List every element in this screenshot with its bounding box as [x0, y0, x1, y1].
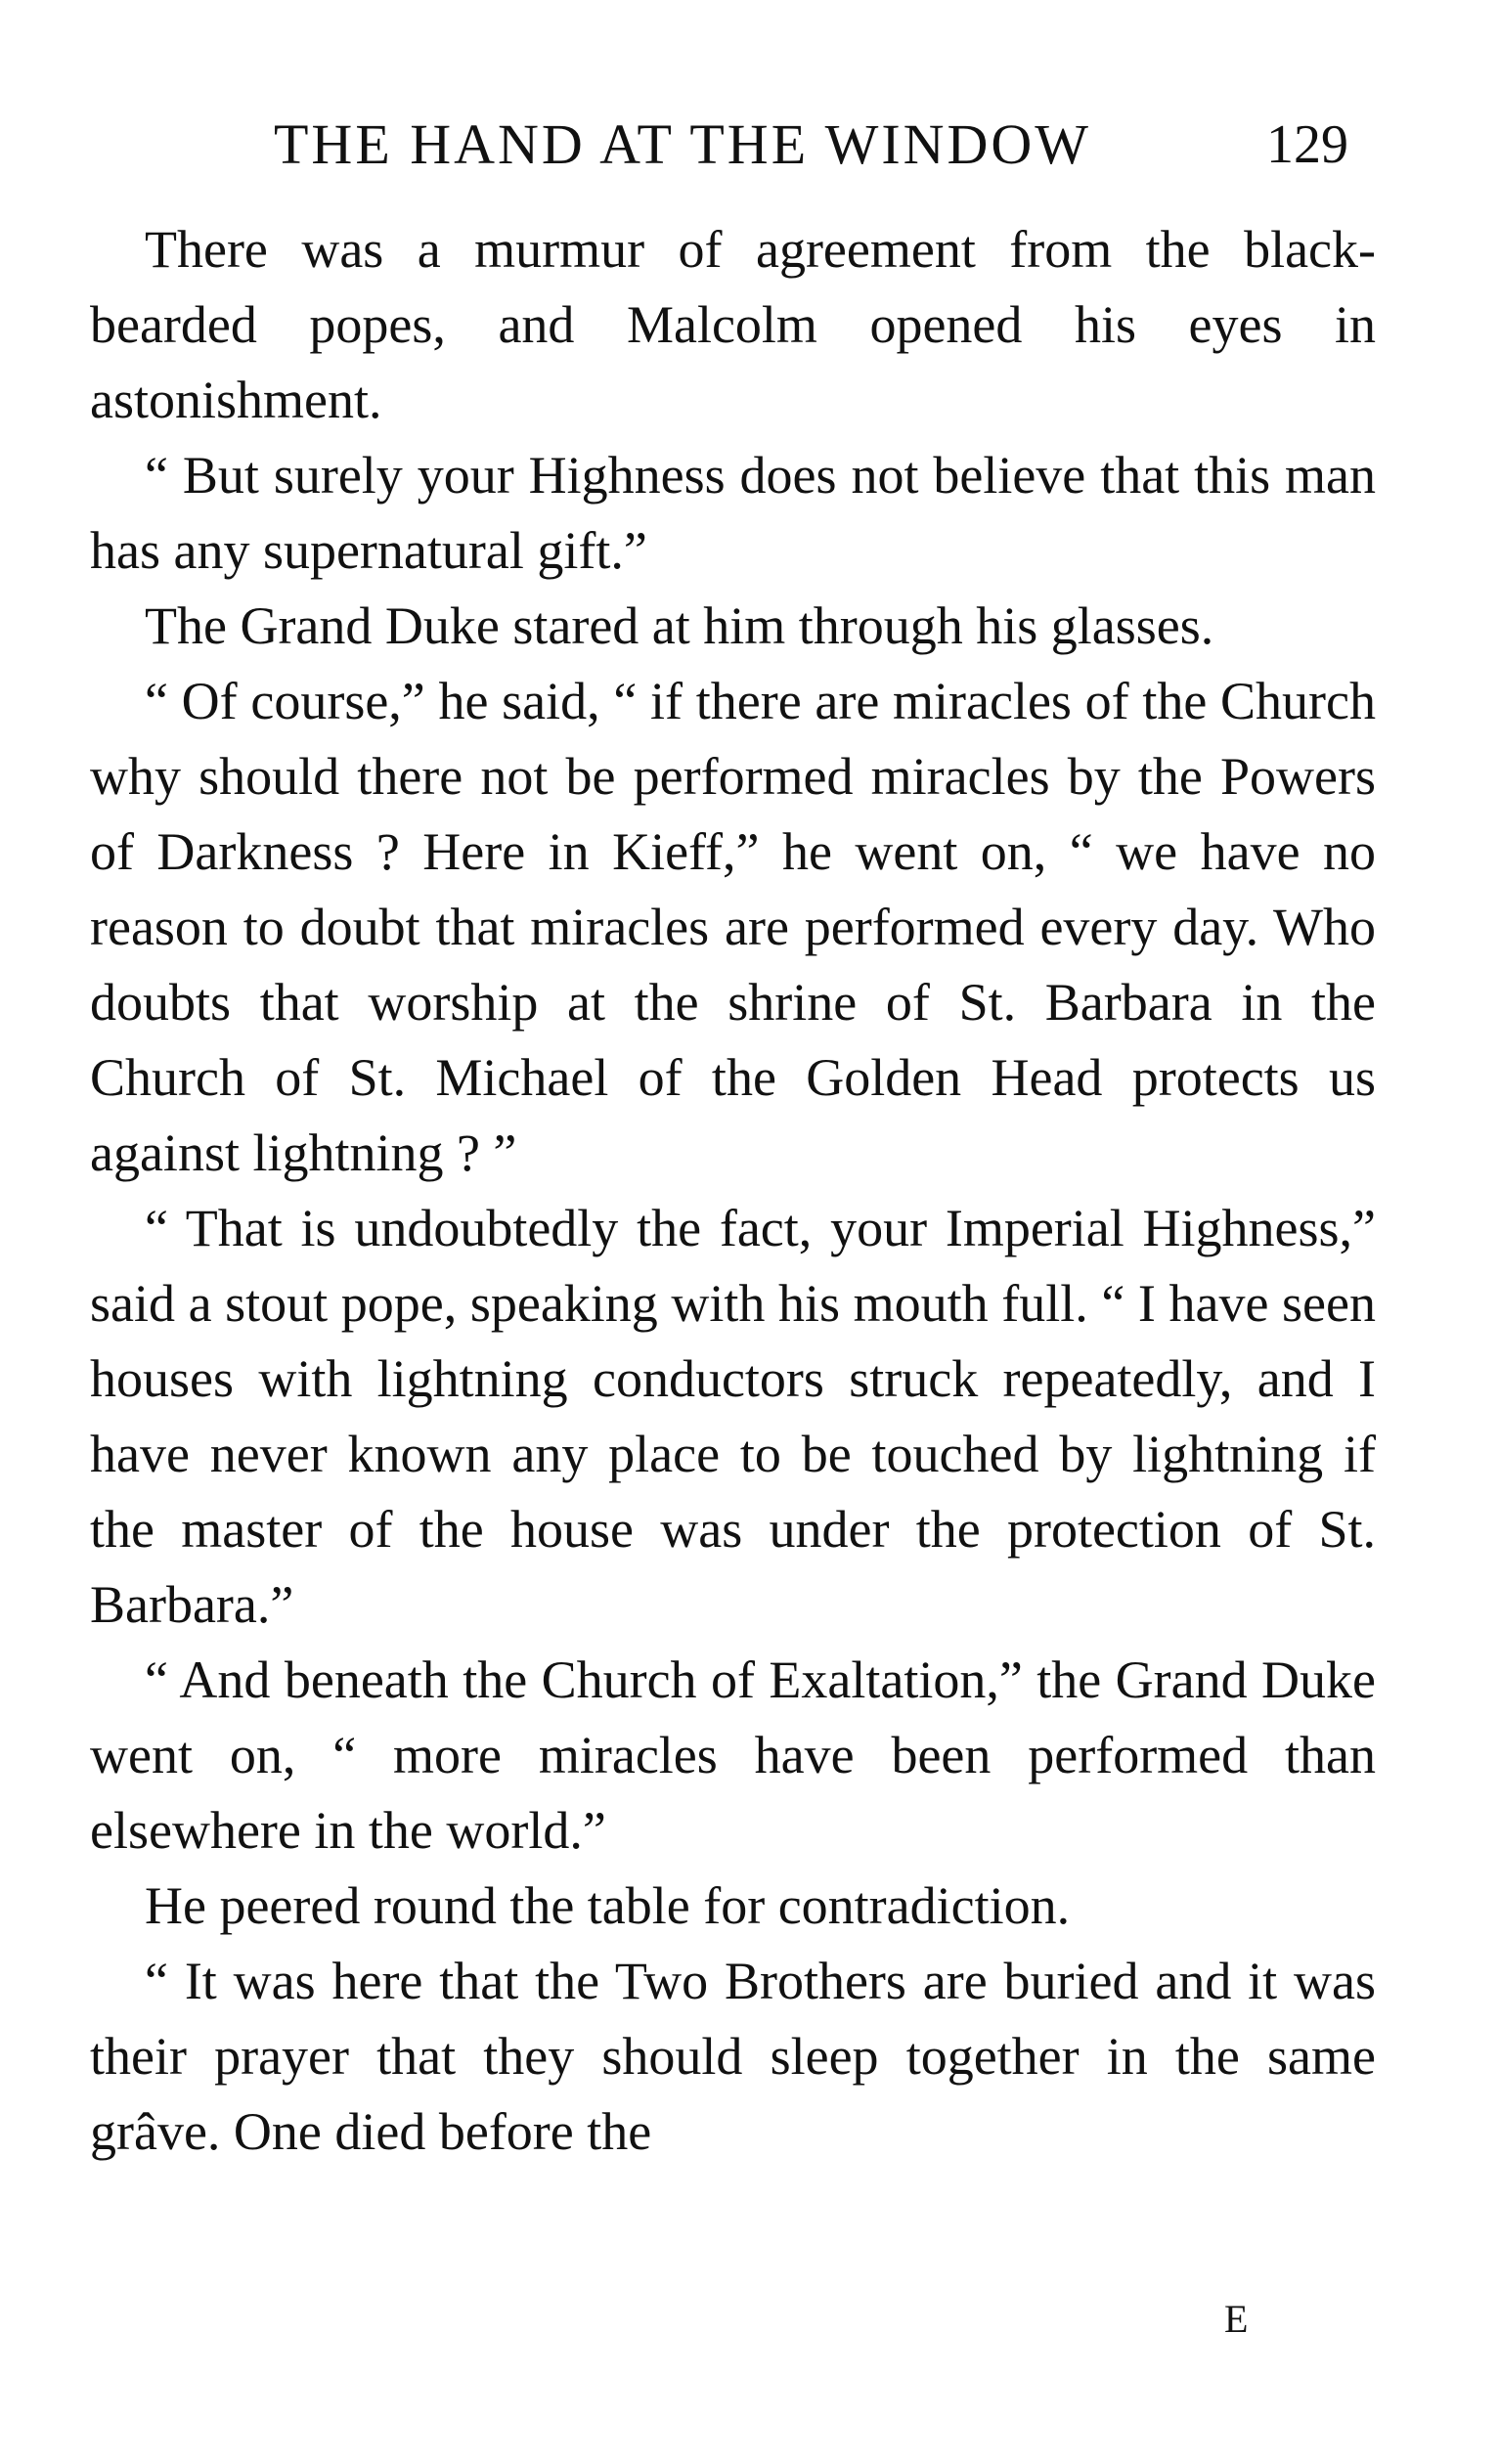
- running-head: [0, 106, 1499, 184]
- page-number: 129: [1266, 114, 1348, 175]
- paragraph-grand-duke-stared: The Grand Duke stared at him through his glasses.: [145, 596, 1214, 655]
- header-title: THE HAND AT THE WINDOW: [274, 112, 1092, 176]
- signature-mark: E: [1224, 2297, 1249, 2341]
- paragraph-miracles: “ Of course,” he said, “ if there are miracles of the Church why should there not be performed miracles by the Powers of Darkness ? Here in Kieff,” he went on, “ we have no reason to doubt that miracles are performed every day. Who doubts that worship at the shrine of St. Barbara in the Church of St. Michael of the Golden Head protects us against lightning ? ”: [90, 672, 1376, 1182]
- paragraph-contradiction: He peered round the table for contradiction.: [145, 1876, 1071, 1935]
- paragraph-agreement: There was a murmur of agreement from the black-bearded popes, and Malcolm opened his eyes in astonishment.: [90, 220, 1376, 429]
- paragraph-stout-pope: “ That is undoubtedly the fact, your Imperial Highness,” said a stout pope, speaking with his mouth full. “ I have seen houses with lightning conductors struck repeatedly, and I have never known any place to be touched by lightning if the master of the house was under the protection of St. Barbara.”: [90, 1199, 1376, 1634]
- paragraph-two-brothers: “ It was here that the Two Brothers are buried and it was their prayer that they should sleep together in the same grâve. One died before the: [90, 1952, 1376, 2161]
- body-text: [90, 212, 1376, 2170]
- paragraph-supernatural-gift: “ But surely your Highness does not believe that this man has any supernatural gift.”: [90, 446, 1376, 580]
- paragraph-church-of-exaltation: “ And beneath the Church of Exaltation,” the Grand Duke went on, “ more miracles have been performed than elsewhere in the world.”: [90, 1650, 1376, 1860]
